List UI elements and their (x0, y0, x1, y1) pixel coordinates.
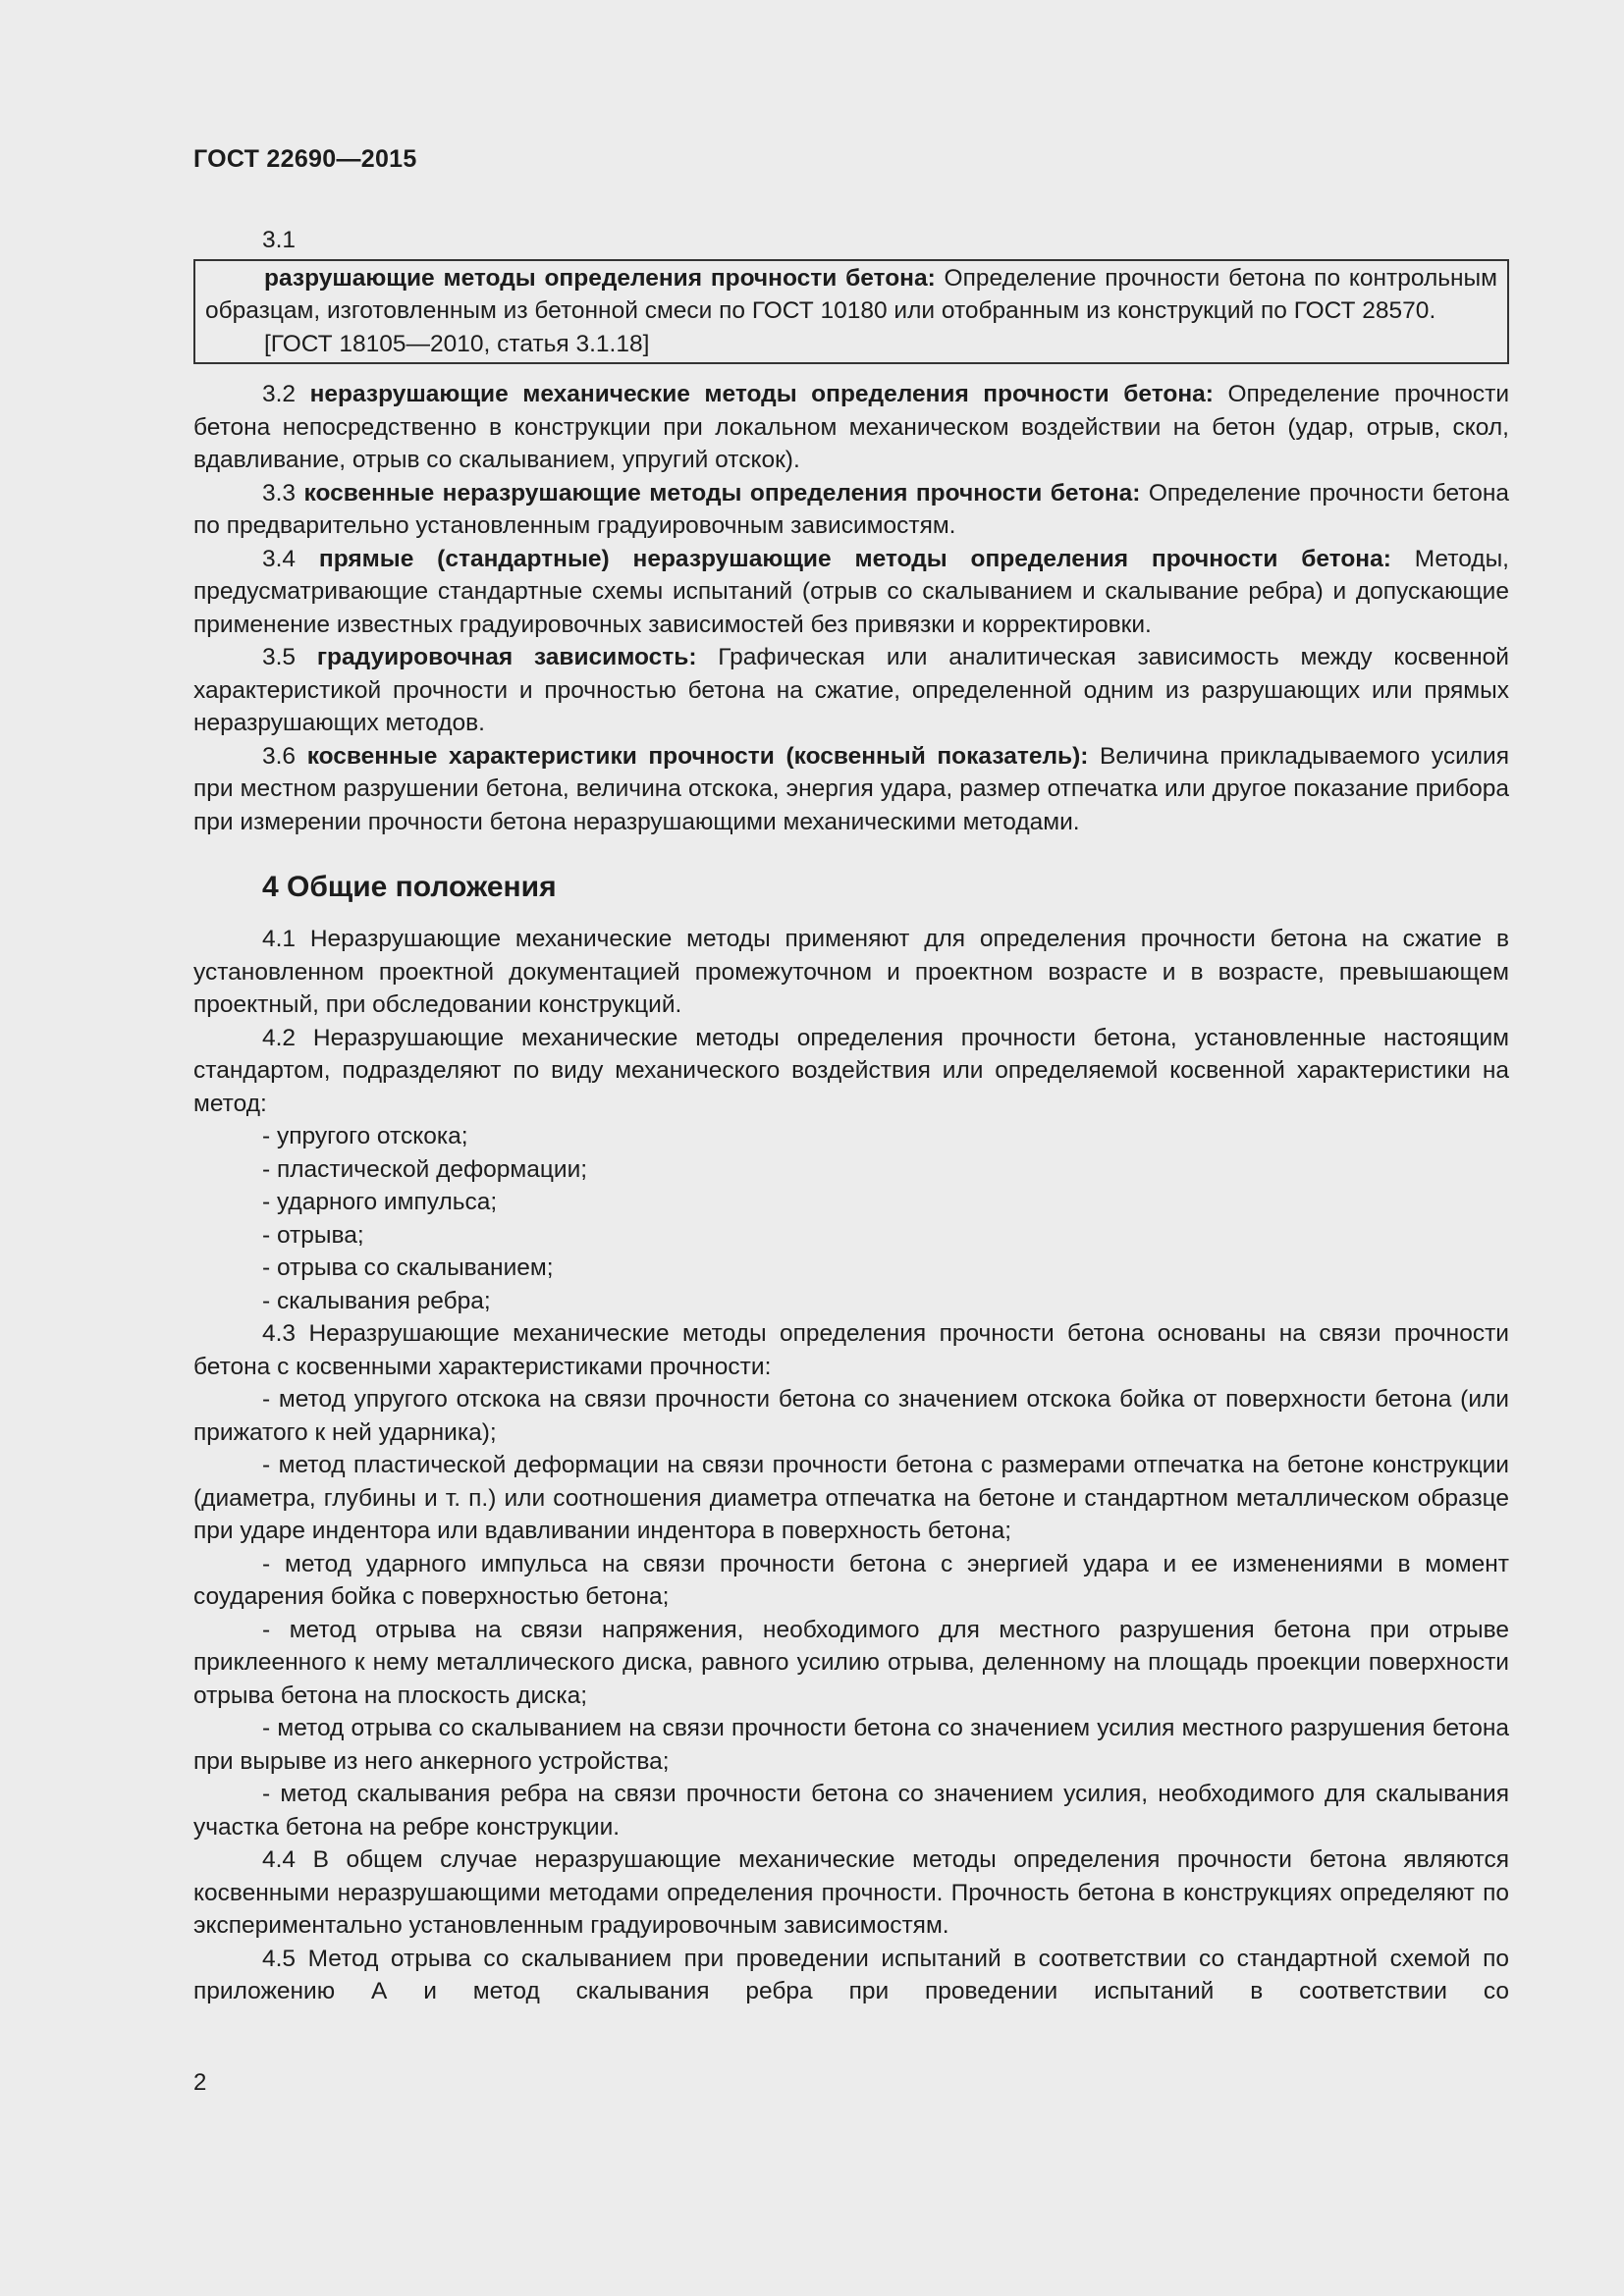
term-title: неразрушающие механические методы определения прочности бетона: (309, 381, 1214, 407)
document-body (193, 224, 1509, 2008)
method-description: - метод отрыва со скалыванием на связи прочности бетона со значением усилия местного разрушения бетона при вырыве из него анкерного устройства; (193, 1715, 1509, 1775)
term-title: разрушающие методы определения прочности бетона: (264, 264, 936, 292)
term-paragraph (193, 378, 1509, 477)
term-number: 3.6 (262, 742, 297, 770)
term-title: градуировочная зависимость: (316, 644, 697, 670)
boxed-term-paragraph (205, 262, 1497, 328)
list-item: - отрыва; (262, 1221, 364, 1249)
term-paragraph (193, 477, 1509, 543)
paragraph-4-3: 4.3 Неразрушающие механические методы определения прочности бетона основаны на связи прочности бетона с косвенными характеристиками прочности: (193, 1320, 1509, 1380)
term-number: 3.4 (262, 545, 297, 572)
term-title: косвенные неразрушающие методы определения прочности бетона: (303, 479, 1141, 507)
term-definition: Методы, предусматривающие стандартные схемы испытаний (отрыв со скалыванием и скалывание ребра) и допускающие применение известных градуировочных зависимостей без привязки и корректировки. (193, 545, 1509, 638)
list-item: - ударного импульса; (262, 1189, 498, 1215)
method-description: - метод упругого отскока на связи прочности бетона со значением отскока бойка от поверхности бетона (или прижатого к ней ударника); (193, 1386, 1509, 1446)
document-header: ГОСТ 22690—2015 (193, 145, 417, 173)
paragraph-4-5: 4.5 Метод отрыва со скалыванием при проведении испытаний в соответствии со стандартной схемой по приложению А и метод скалывания ребра при проведении испытаний в соответствии со (193, 1945, 1509, 2004)
paragraph-4-2: 4.2 Неразрушающие механические методы определения прочности бетона, установленные настоящим стандартом, подразделяют по виду механического воздействия или определяемой косвенной характеристики на метод: (193, 1024, 1509, 1117)
term-definition: Определение прочности бетона непосредственно в конструкции при локальном механическом воздействии на бетон (удар, отрыв, скол, вдавливание, отрыв со скалыванием, упругий отскок). (193, 381, 1509, 473)
term-number: 3.5 (262, 644, 297, 670)
page-number: 2 (193, 2069, 207, 2096)
paragraph-4-1: 4.1 Неразрушающие механические методы применяют для определения прочности бетона на сжатие в установленном проектной документацией промежуточном и проектном возрасте и в возрасте, превышающем проектный, при обследовании конструкций. (193, 926, 1509, 1018)
list-item: - скалывания ребра; (262, 1287, 491, 1314)
section-title: 4 Общие положения (262, 871, 557, 903)
method-description: - метод пластической деформации на связи прочности бетона с размерами отпечатка на бетоне конструкции (диаметра, глубины и т. п.) или соотношения диаметра отпечатка на бетоне и стандартном металлическом образце при ударе индентора или вдавливании индентора в поверхность бетона; (193, 1452, 1509, 1544)
paragraph-4-4: 4.4 В общем случае неразрушающие механические методы определения прочности бетона являются косвенными неразрушающими методами определения прочности. Прочность бетона в конструкциях определяют по экспериментально установленным градуировочным зависимостям. (193, 1846, 1509, 1939)
term-definition: Определение прочности бетона по контрольным образцам, изготовленным из бетонной смеси по ГОСТ 10180 или отобранным из конструкций по ГОСТ 28570. (205, 264, 1497, 324)
term-title: прямые (стандартные) неразрушающие методы определения прочности бетона: (318, 545, 1391, 572)
term-definition: Графическая или аналитическая зависимость между косвенной характеристикой прочности и прочностью бетона на сжатие, определенной одним из разрушающих или прямых неразрушающих методов. (193, 644, 1509, 736)
term-definition: Величина прикладываемого усилия при местном разрушении бетона, величина отскока, энергия удара, размер отпечатка или другое показание прибора при измерении прочности бетона неразрушающими механическими методами. (193, 742, 1510, 835)
list-item: - пластической деформации; (262, 1155, 588, 1183)
method-description: - метод ударного импульса на связи прочности бетона с энергией удара и ее изменениями в момент соударения бойка с поверхностью бетона; (193, 1550, 1509, 1610)
list-item: - упругого отскока; (262, 1123, 468, 1149)
term-definition: Определение прочности бетона по предварительно установленным градуировочным зависимостям. (193, 479, 1509, 539)
list-item: - отрыва со скалыванием; (262, 1255, 554, 1281)
term-paragraph (193, 740, 1509, 839)
term-number: 3.3 (262, 479, 297, 507)
term-source-reference: [ГОСТ 18105—2010, статья 3.1.18] (264, 330, 650, 357)
term-title: косвенные характеристики прочности (косвенный показатель): (306, 742, 1089, 770)
boxed-term-definition (193, 259, 1509, 365)
term-number: 3.2 (262, 381, 297, 407)
term-number-3-1: 3.1 (262, 227, 297, 253)
term-paragraph (193, 641, 1509, 740)
term-paragraph (193, 543, 1509, 642)
method-description: - метод отрыва на связи напряжения, необходимого для местного разрушения бетона при отрыве приклеенного к нему металлического диска, равного усилию отрыва, деленному на площадь проекции поверхности отрыва бетона на плоскость диска; (193, 1616, 1509, 1709)
method-description: - метод скалывания ребра на связи прочности бетона со значением усилия, необходимого для скалывания участка бетона на ребре конструкции. (193, 1781, 1509, 1841)
